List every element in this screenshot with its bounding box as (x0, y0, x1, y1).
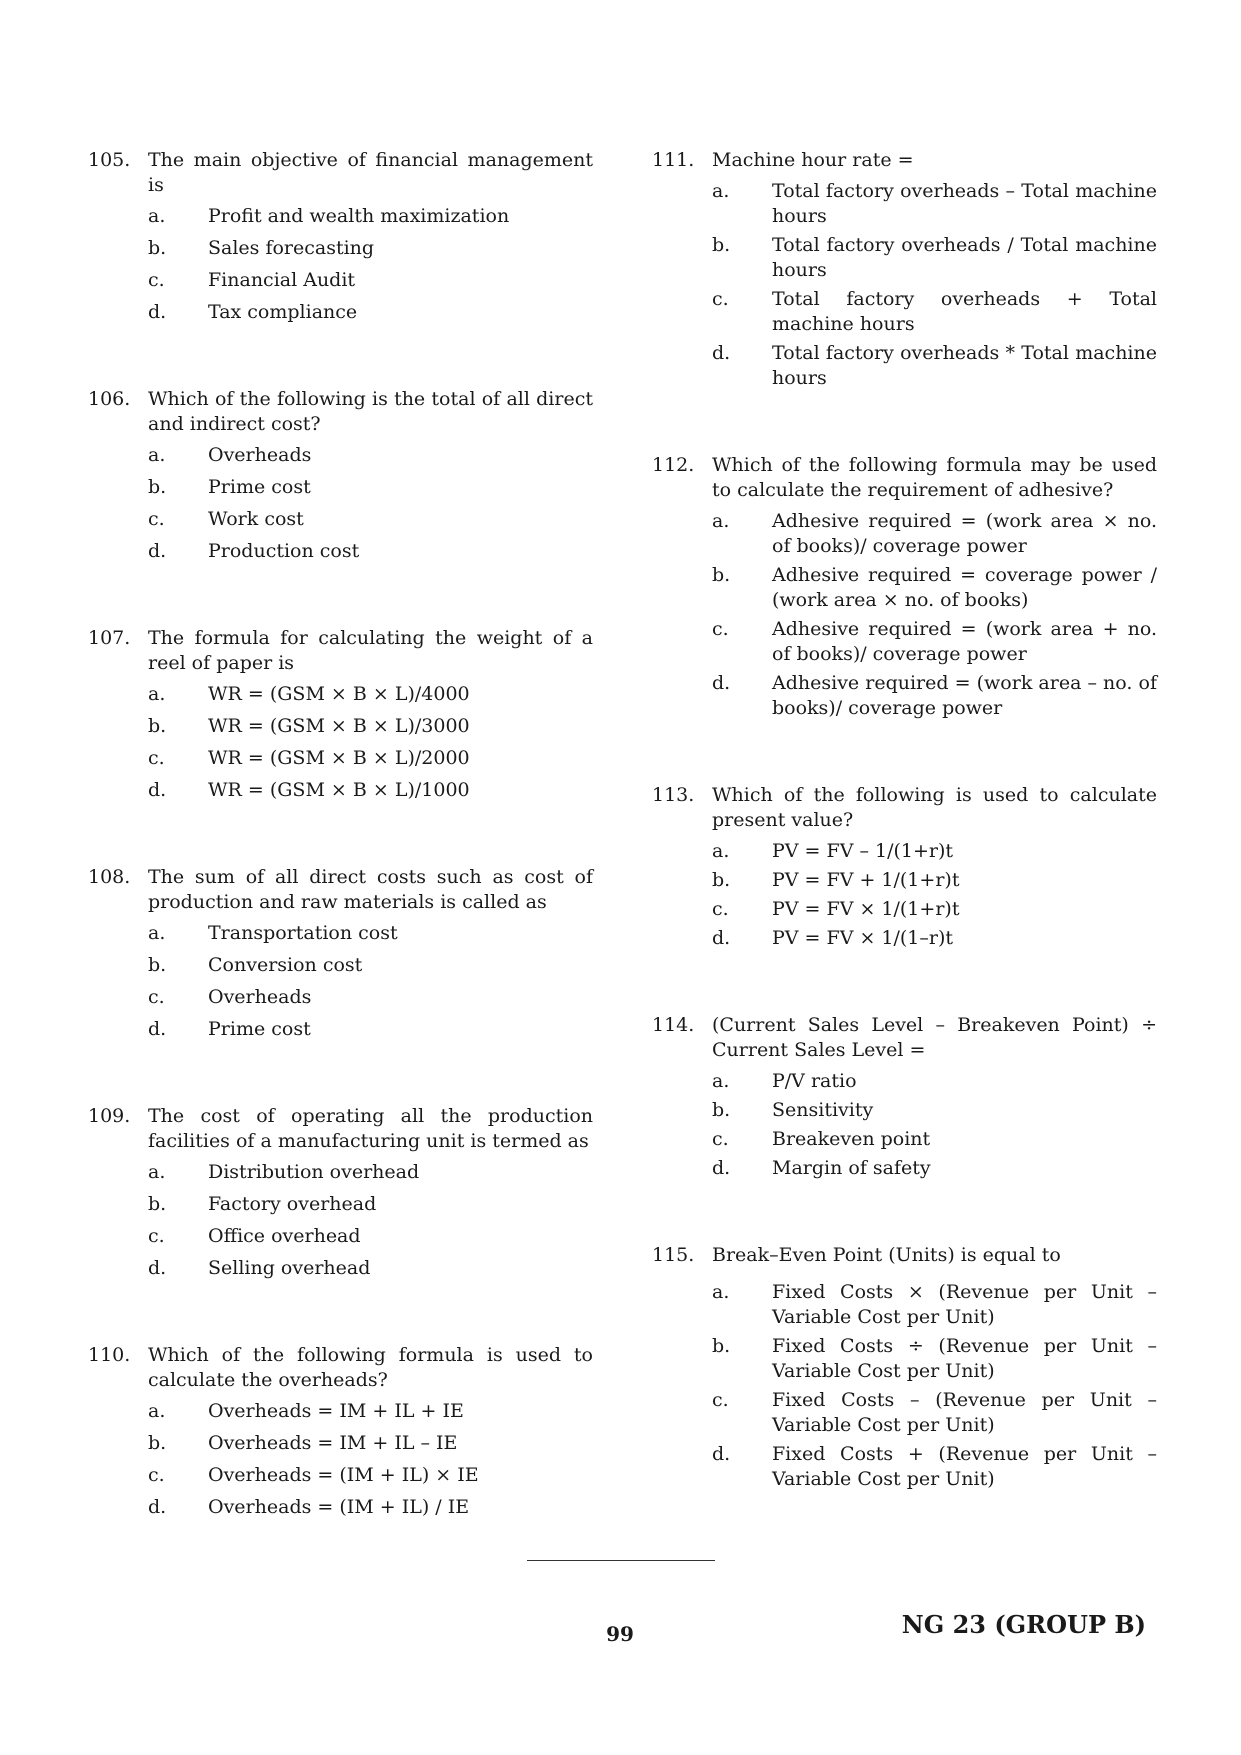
option-a: a. P/V ratio (712, 1070, 857, 1092)
question-number: 113. (652, 784, 695, 806)
question-stem: Machine hour rate = (712, 149, 914, 171)
option-b: b. Overheads = IM + IL – IE (148, 1432, 458, 1454)
question-number: 106. (88, 388, 131, 410)
question-stem: Which of the following formula may be used to calculate the requirement of adhesive? (712, 454, 1157, 501)
question-stem: Which of the following is used to calculate present value? (712, 784, 1157, 831)
option-b: b. Adhesive required = coverage power / (work area × no. of books) (712, 564, 1157, 611)
option-c: c. Work cost (148, 508, 304, 530)
option-d: d. Total factory overheads * Total machine hours (712, 342, 1157, 389)
option-d: d. Overheads = (IM + IL) / IE (148, 1496, 470, 1518)
option-b: b. Sales forecasting (148, 237, 375, 259)
question-112 (652, 453, 1157, 721)
question-number: 111. (652, 149, 695, 171)
option-b: b. Sensitivity (712, 1099, 874, 1121)
option-b: b. Prime cost (148, 476, 311, 498)
option-a: a. Transportation cost (148, 922, 398, 944)
question-stem: Break–Even Point (Units) is equal to (712, 1244, 1061, 1266)
question-number: 108. (88, 866, 131, 888)
option-b: b. Total factory overheads / Total machine hours (712, 234, 1157, 281)
paper-code: NG 23 (GROUP B) (901, 1610, 1146, 1639)
question-number: 109. (88, 1105, 131, 1127)
option-c: c. Adhesive required = (work area + no. of books)/ coverage power (712, 618, 1157, 665)
option-c: c. Financial Audit (148, 269, 356, 291)
option-b: b. Conversion cost (148, 954, 363, 976)
question-105 (88, 148, 593, 325)
option-a: a. PV = FV – 1/(1+r)t (712, 840, 954, 862)
question-107 (88, 626, 593, 803)
question-109 (88, 1104, 593, 1281)
question-number: 114. (652, 1014, 695, 1036)
option-c: c. WR = (GSM × B × L)/2000 (148, 747, 470, 769)
option-a: a. Overheads (148, 444, 312, 466)
option-d: d. WR = (GSM × B × L)/1000 (148, 779, 470, 801)
option-b: b. WR = (GSM × B × L)/3000 (148, 715, 470, 737)
question-108 (88, 865, 593, 1042)
option-a: a. Adhesive required = (work area × no. of books)/ coverage power (712, 510, 1157, 557)
option-a: a. WR = (GSM × B × L)/4000 (148, 683, 470, 705)
question-number: 110. (88, 1344, 131, 1366)
question-113 (652, 783, 1157, 951)
question-number: 107. (88, 627, 131, 649)
option-d: d. PV = FV × 1/(1–r)t (712, 927, 954, 949)
option-d: d. Production cost (148, 540, 360, 562)
option-c: c. Fixed Costs – (Revenue per Unit – Variable Cost per Unit) (712, 1389, 1157, 1436)
option-c: c. Breakeven point (712, 1128, 931, 1150)
question-number: 105. (88, 149, 131, 171)
option-d: d. Prime cost (148, 1018, 311, 1040)
option-a: a. Total factory overheads – Total machine hours (712, 180, 1157, 227)
option-d: d. Selling overhead (148, 1257, 371, 1279)
question-110 (88, 1343, 593, 1520)
option-c: c. Total factory overheads + Total machine hours (712, 288, 1157, 335)
question-stem: The cost of operating all the production facilities of a manufacturing unit is termed as (148, 1105, 593, 1152)
question-number: 115. (652, 1244, 695, 1266)
question-stem: The formula for calculating the weight of a reel of paper is (148, 627, 593, 674)
right-column (652, 148, 1157, 1496)
option-a: a. Overheads = IM + IL + IE (148, 1400, 464, 1422)
question-114 (652, 1013, 1157, 1181)
option-b: b. Fixed Costs ÷ (Revenue per Unit – Variable Cost per Unit) (712, 1335, 1157, 1382)
question-stem: (Current Sales Level – Breakeven Point) ÷ Current Sales Level = (712, 1014, 1157, 1061)
left-column (88, 148, 593, 1527)
option-a: a. Fixed Costs × (Revenue per Unit – Variable Cost per Unit) (712, 1281, 1157, 1328)
question-stem: Which of the following is the total of all direct and indirect cost? (148, 388, 593, 435)
question-stem: Which of the following formula is used to calculate the overheads? (148, 1344, 593, 1391)
option-a: a. Profit and wealth maximization (148, 205, 510, 227)
option-a: a. Distribution overhead (148, 1161, 420, 1183)
option-d: d. Adhesive required = (work area – no. of books)/ coverage power (712, 672, 1157, 719)
question-111 (652, 148, 1157, 391)
option-b: b. PV = FV + 1/(1+r)t (712, 869, 960, 891)
footer-divider (527, 1560, 715, 1561)
option-c: c. PV = FV × 1/(1+r)t (712, 898, 960, 920)
question-115 (652, 1243, 1157, 1492)
option-b: b. Factory overhead (148, 1193, 377, 1215)
option-d: d. Fixed Costs + (Revenue per Unit – Variable Cost per Unit) (712, 1443, 1157, 1490)
question-stem: The main objective of financial management is (148, 149, 593, 196)
option-d: d. Tax compliance (148, 301, 358, 323)
option-c: c. Overheads (148, 986, 312, 1008)
question-stem: The sum of all direct costs such as cost of production and raw materials is called as (148, 866, 593, 913)
question-106 (88, 387, 593, 564)
question-number: 112. (652, 454, 695, 476)
page-number: 99 (606, 1622, 634, 1646)
option-d: d. Margin of safety (712, 1157, 931, 1179)
option-c: c. Office overhead (148, 1225, 361, 1247)
option-c: c. Overheads = (IM + IL) × IE (148, 1464, 479, 1486)
